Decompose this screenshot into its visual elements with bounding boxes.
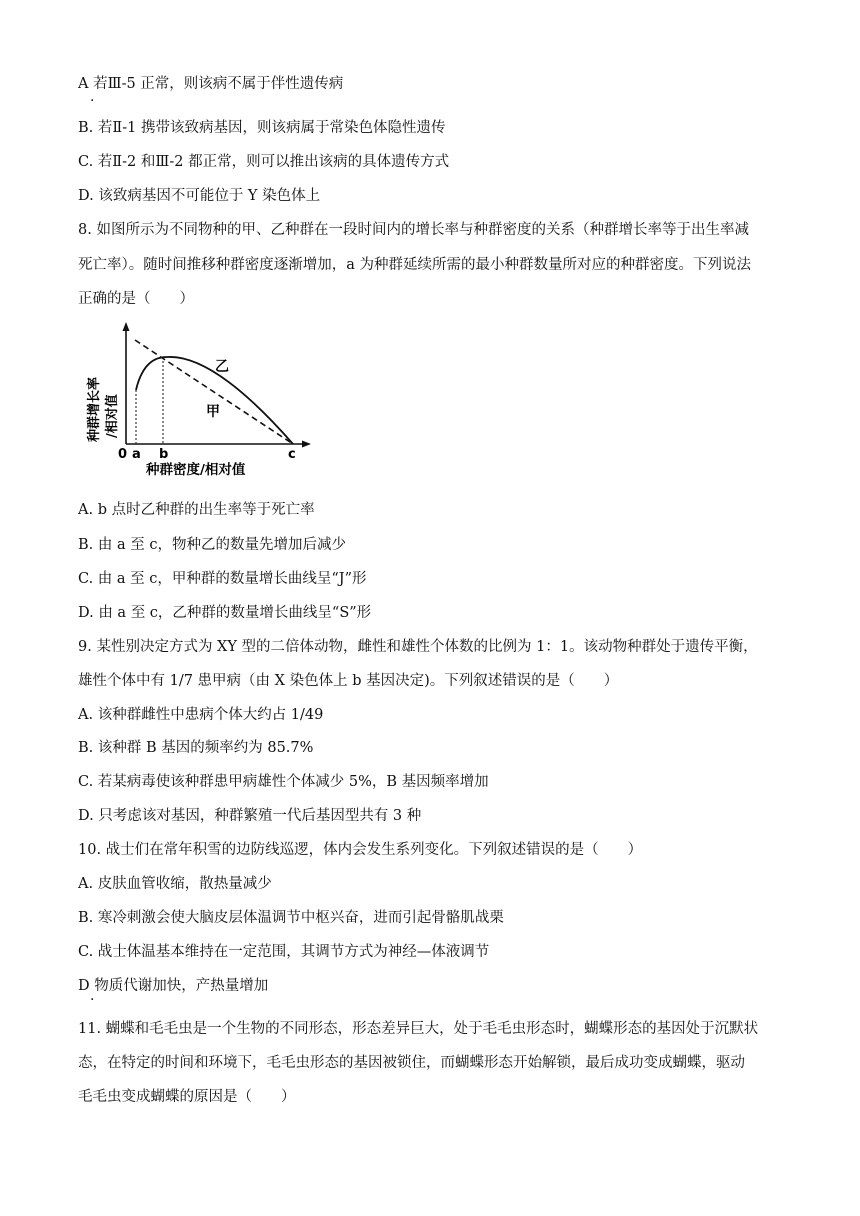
label-tick-c: c	[288, 447, 296, 462]
q10-stem-line-1: 10. 战士们在常年积雪的边防线巡逻，体内会发生系列变化。下列叙述错误的是（ ）	[78, 842, 643, 858]
q7-option-b: B. 若Ⅱ-1 携带该致病基因，则该病属于常染色体隐性遗传	[78, 120, 446, 136]
q7-option-d: D. 该致病基因不可能位于 Y 染色体上	[78, 188, 321, 204]
q9-option-b: B. 该种群 B 基因的频率约为 85.7%	[78, 740, 314, 756]
q8-figure-graph	[80, 320, 320, 480]
y-axis-arrow	[123, 322, 130, 331]
q8-option-b: B. 由 a 至 c，物种乙的数量先增加后减少	[78, 537, 346, 553]
y-axis-label-1: 种群增长率	[87, 376, 102, 442]
q9-stem-line-2: 雄性个体中有 1/7 患甲病（由 X 染色体上 b 基因决定)。下列叙述错误的是（ ）	[78, 673, 619, 689]
q10-option-a: A. 皮肤血管收缩，散热量减少	[78, 876, 272, 892]
q8-stem-line-1: 8. 如图所示为不同物种的甲、乙种群在一段时间内的增长率与种群密度的关系（种群增长率等于出生率减	[78, 222, 749, 238]
emphasis-dot: ·	[90, 992, 95, 1008]
curve-jia	[135, 340, 293, 444]
q11-stem-line-1: 11. 蝴蝶和毛毛虫是一个生物的不同形态，形态差异巨大，处于毛毛虫形态时，蝴蝶形态的基因处于沉默状	[78, 1021, 759, 1037]
q8-option-d: D. 由 a 至 c，乙种群的数量增长曲线呈“S”形	[78, 605, 372, 621]
q9-option-d: D. 只考虑该对基因，种群繁殖一代后基因型共有 3 种	[78, 808, 422, 824]
q8-stem-line-3: 正确的是（ ）	[78, 291, 194, 307]
q8-figure	[80, 320, 320, 480]
q10-option-b: B. 寒冷刺激会使大脑皮层体温调节中枢兴奋，进而引起骨骼肌战栗	[78, 910, 504, 926]
label-jia: 甲	[206, 404, 220, 420]
q10-option-c: C. 战士体温基本维持在一定范围，其调节方式为神经—体液调节	[78, 944, 490, 960]
q9-option-c: C. 若某病毒使该种群患甲病雄性个体减少 5%，B 基因频率增加	[78, 774, 489, 790]
label-yi: 乙	[215, 359, 229, 375]
q11-stem-line-3: 毛毛虫变成蝴蝶的原因是（ ）	[78, 1089, 296, 1105]
q10-option-d: D 物质代谢加快，产热量增加	[78, 978, 269, 994]
q8-stem-line-2: 死亡率）。随时间推移种群密度逐渐增加，a 为种群延续所需的最小种群数量所对应的种群密度。下列说法	[78, 257, 751, 273]
q8-option-a: A. b 点时乙种群的出生率等于死亡率	[78, 502, 315, 518]
q9-option-a: A. 该种群雌性中患病个体大约占 1/49	[78, 707, 324, 723]
label-tick-a: a	[132, 447, 141, 462]
q7-option-a: A 若Ⅲ-5 正常，则该病不属于伴性遗传病	[78, 76, 344, 92]
label-origin: 0	[118, 447, 128, 462]
q11-stem-line-2: 态，在特定的时间和环境下，毛毛虫形态的基因被锁住，而蝴蝶形态开始解锁，最后成功变成蝴蝶，驱动	[78, 1055, 745, 1071]
x-axis-label: 种群密度/相对值	[146, 462, 246, 478]
y-axis-label-2: /相对值	[105, 394, 120, 438]
q7-option-c: C. 若Ⅱ-2 和Ⅲ-2 都正常，则可以推出该病的具体遗传方式	[78, 154, 450, 170]
q9-stem-line-1: 9. 某性别决定方式为 XY 型的二倍体动物，雌性和雄性个体数的比例为 1：1。该动物种群处于遗传平衡，	[78, 639, 758, 655]
emphasis-dot: ·	[90, 93, 95, 109]
q8-option-c: C. 由 a 至 c，甲种群的数量增长曲线呈“J”形	[78, 571, 367, 587]
x-axis-arrow	[302, 441, 311, 448]
label-tick-b: b	[159, 447, 169, 462]
